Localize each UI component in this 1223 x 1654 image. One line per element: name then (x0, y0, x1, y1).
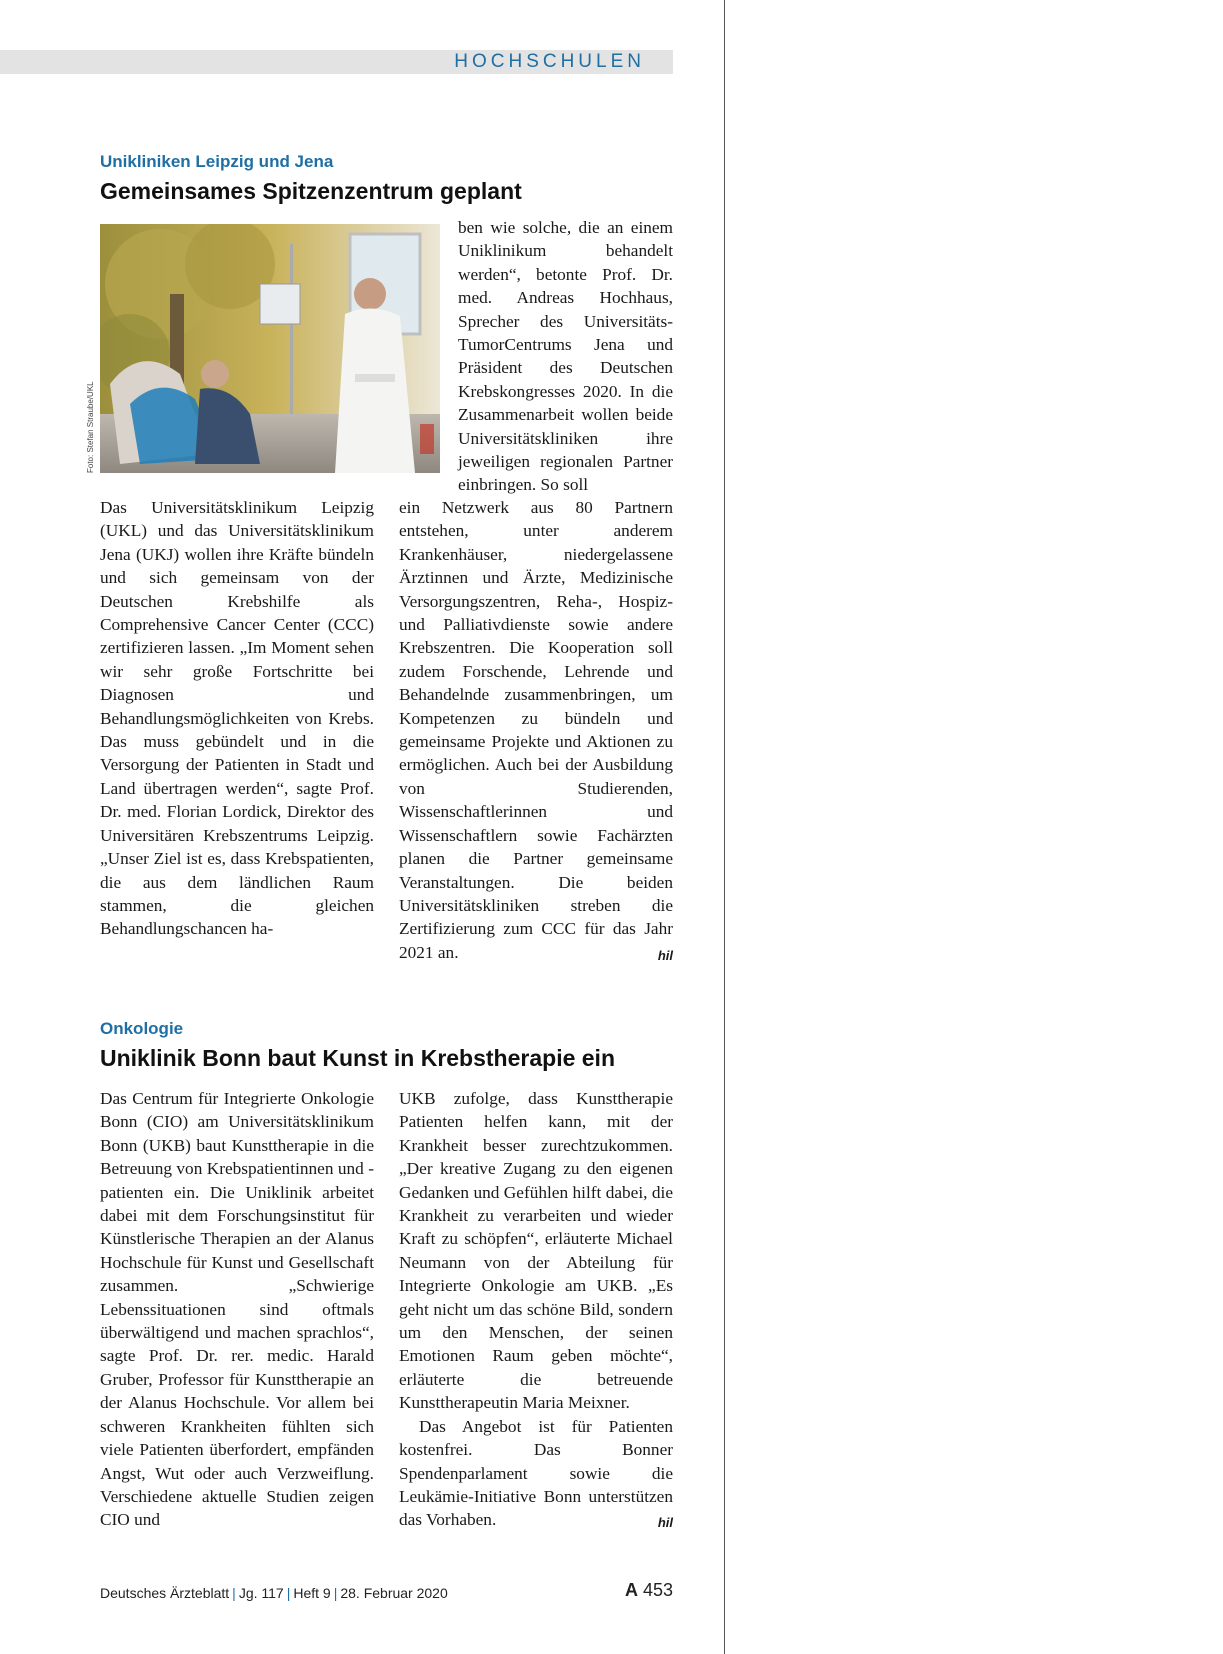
article2-kicker: Onkologie (100, 1019, 184, 1038)
article1-title: Gemeinsames Spitzenzentrum geplant (100, 178, 522, 204)
footer-separator: | (286, 1585, 291, 1601)
article1-photo (100, 224, 440, 473)
footer-separator: | (232, 1585, 236, 1601)
article1-text-column2-bottom-container (399, 496, 673, 967)
footer-volume: Jg. 117 (238, 1585, 284, 1601)
section-header-bar (0, 50, 673, 74)
photo-credit: Foto: Stefan Straube/UKL (86, 381, 95, 473)
article2-paragraph2: Das Angebot ist für Patienten kostenfrei. Das Bonner Spendenparlament sowie die Leukämie-Initiative Bonn unterstützen das Vorhaben. (399, 1416, 673, 1530)
page-number (560, 1580, 673, 1601)
page-divider (724, 0, 725, 1654)
page-footer (100, 1585, 448, 1601)
article2-paragraph1: UKB zufolge, dass Kunsttherapie Patienten helfen kann, mit der Krankheit besser zurechtzukommen. „Der kreative Zugang zu den eigenen Gedanken und Gefühlen hilft dabei, die Krankheit zu verarbeiten und wieder Kraft zu schöpfen“, erläuterte Michael Neumann von der Abteilung für Integrierte Onkologie am UKB. „Es geht nicht um das schöne Bild, sondern um den Menschen, der seinen Emotionen Raum geben möchte“, erläuterte die betreuende Kunsttherapeutin Maria Meixner. (399, 1089, 673, 1413)
footer-issue: Heft 9 (293, 1585, 331, 1601)
page-number-value: 453 (642, 1580, 673, 1600)
section-label: HOCHSCHULEN (454, 51, 645, 72)
article2-signature: hil (657, 1515, 673, 1531)
footer-separator: | (333, 1585, 338, 1601)
article2-text-column2 (399, 1087, 673, 1535)
article1-text-column2-top: ben wie solche, die an einem Uniklinikum behandelt werden“, betonte Prof. Dr. med. Andreas Hochhaus, Sprecher des Universitäts-TumorCentrums Jena und Präsident des Deutschen Krebskongresses 2020. In die Zusammenarbeit wollen beide Universitätskliniken ihre jeweiligen regionalen Partner einbringen. So soll (458, 218, 673, 495)
article1-text-column2-bottom: ein Netzwerk aus 80 Partnern entstehen, unter anderem Krankenhäuser, niedergelassene Ärztinnen und Ärzte, Medizinische Versorgungszentren, Reha-, Hospiz- und Palliativdienste sowie andere Krebszentren. Die Kooperation soll zudem Forschende, Lehrende und Behandelnde zusammenbringen, um Kompetenzen zu bündeln und gemeinsame Projekte und Aktionen zu ermöglichen. Auch bei der Ausbildung von Studierenden, Wissenschaftlerinnen und Wissenschaftlern sowie Fachärzten planen die Partner gemeinsame Veranstaltungen. Die beiden Universitätskliniken streben die Zertifizierung zum CCC für das Jahr 2021 an. (399, 498, 673, 962)
article1-signature: hil (657, 947, 673, 963)
article1-kicker: Unikliniken Leipzig und Jena (100, 152, 334, 171)
footer-date: 28. Februar 2020 (340, 1585, 448, 1601)
hospital-photo-illustration (100, 224, 440, 473)
article2-title: Uniklinik Bonn baut Kunst in Krebstherapie ein (100, 1045, 615, 1071)
article1-text-column1: Das Universitätsklinikum Leipzig (UKL) und das Universitätsklinikum Jena (UKJ) wollen ihre Kräfte bündeln und sich gemeinsam von der Deutschen Krebshilfe als Comprehensive Cancer Center (CCC) zertifizieren lassen. „Im Moment sehen wir sehr große Fortschritte bei Diagnosen und Behandlungsmöglichkeiten von Krebs. Das muss gebündelt und in die Versorgung der Patienten in Stadt und Land übertragen werden“, sagte Prof. Dr. med. Florian Lordick, Direktor des Universitären Krebszentrums Leipzig. „Unser Ziel ist es, dass Krebspatienten, die aus dem ländlichen Raum stammen, die gleichen Behandlungschancen ha- (100, 498, 374, 939)
article2-text-column1: Das Centrum für Integrierte Onkologie Bonn (CIO) am Universitätsklinikum Bonn (UKB) baut Kunsttherapie in die Betreuung von Krebspatientinnen und -patienten ein. Die Uniklinik arbeitet dabei mit dem Forschungsinstitut für Künstlerische Therapien an der Alanus Hochschule für Kunst und Gesellschaft zusammen. „Schwierige Lebenssituationen sind oftmals überwältigend und machen sprachlos“, sagte Prof. Dr. rer. medic. Harald Gruber, Professor für Kunsttherapie an der Alanus Hochschule. Vor allem bei schweren Krankheiten fühlten sich viele Patienten überfordert, empfänden Angst, Wut oder auch Verzweiflung. Verschiedene aktuelle Studien zeigen CIO und (100, 1089, 374, 1530)
footer-journal: Deutsches Ärzteblatt (100, 1585, 230, 1601)
page-prefix: A (624, 1580, 638, 1600)
